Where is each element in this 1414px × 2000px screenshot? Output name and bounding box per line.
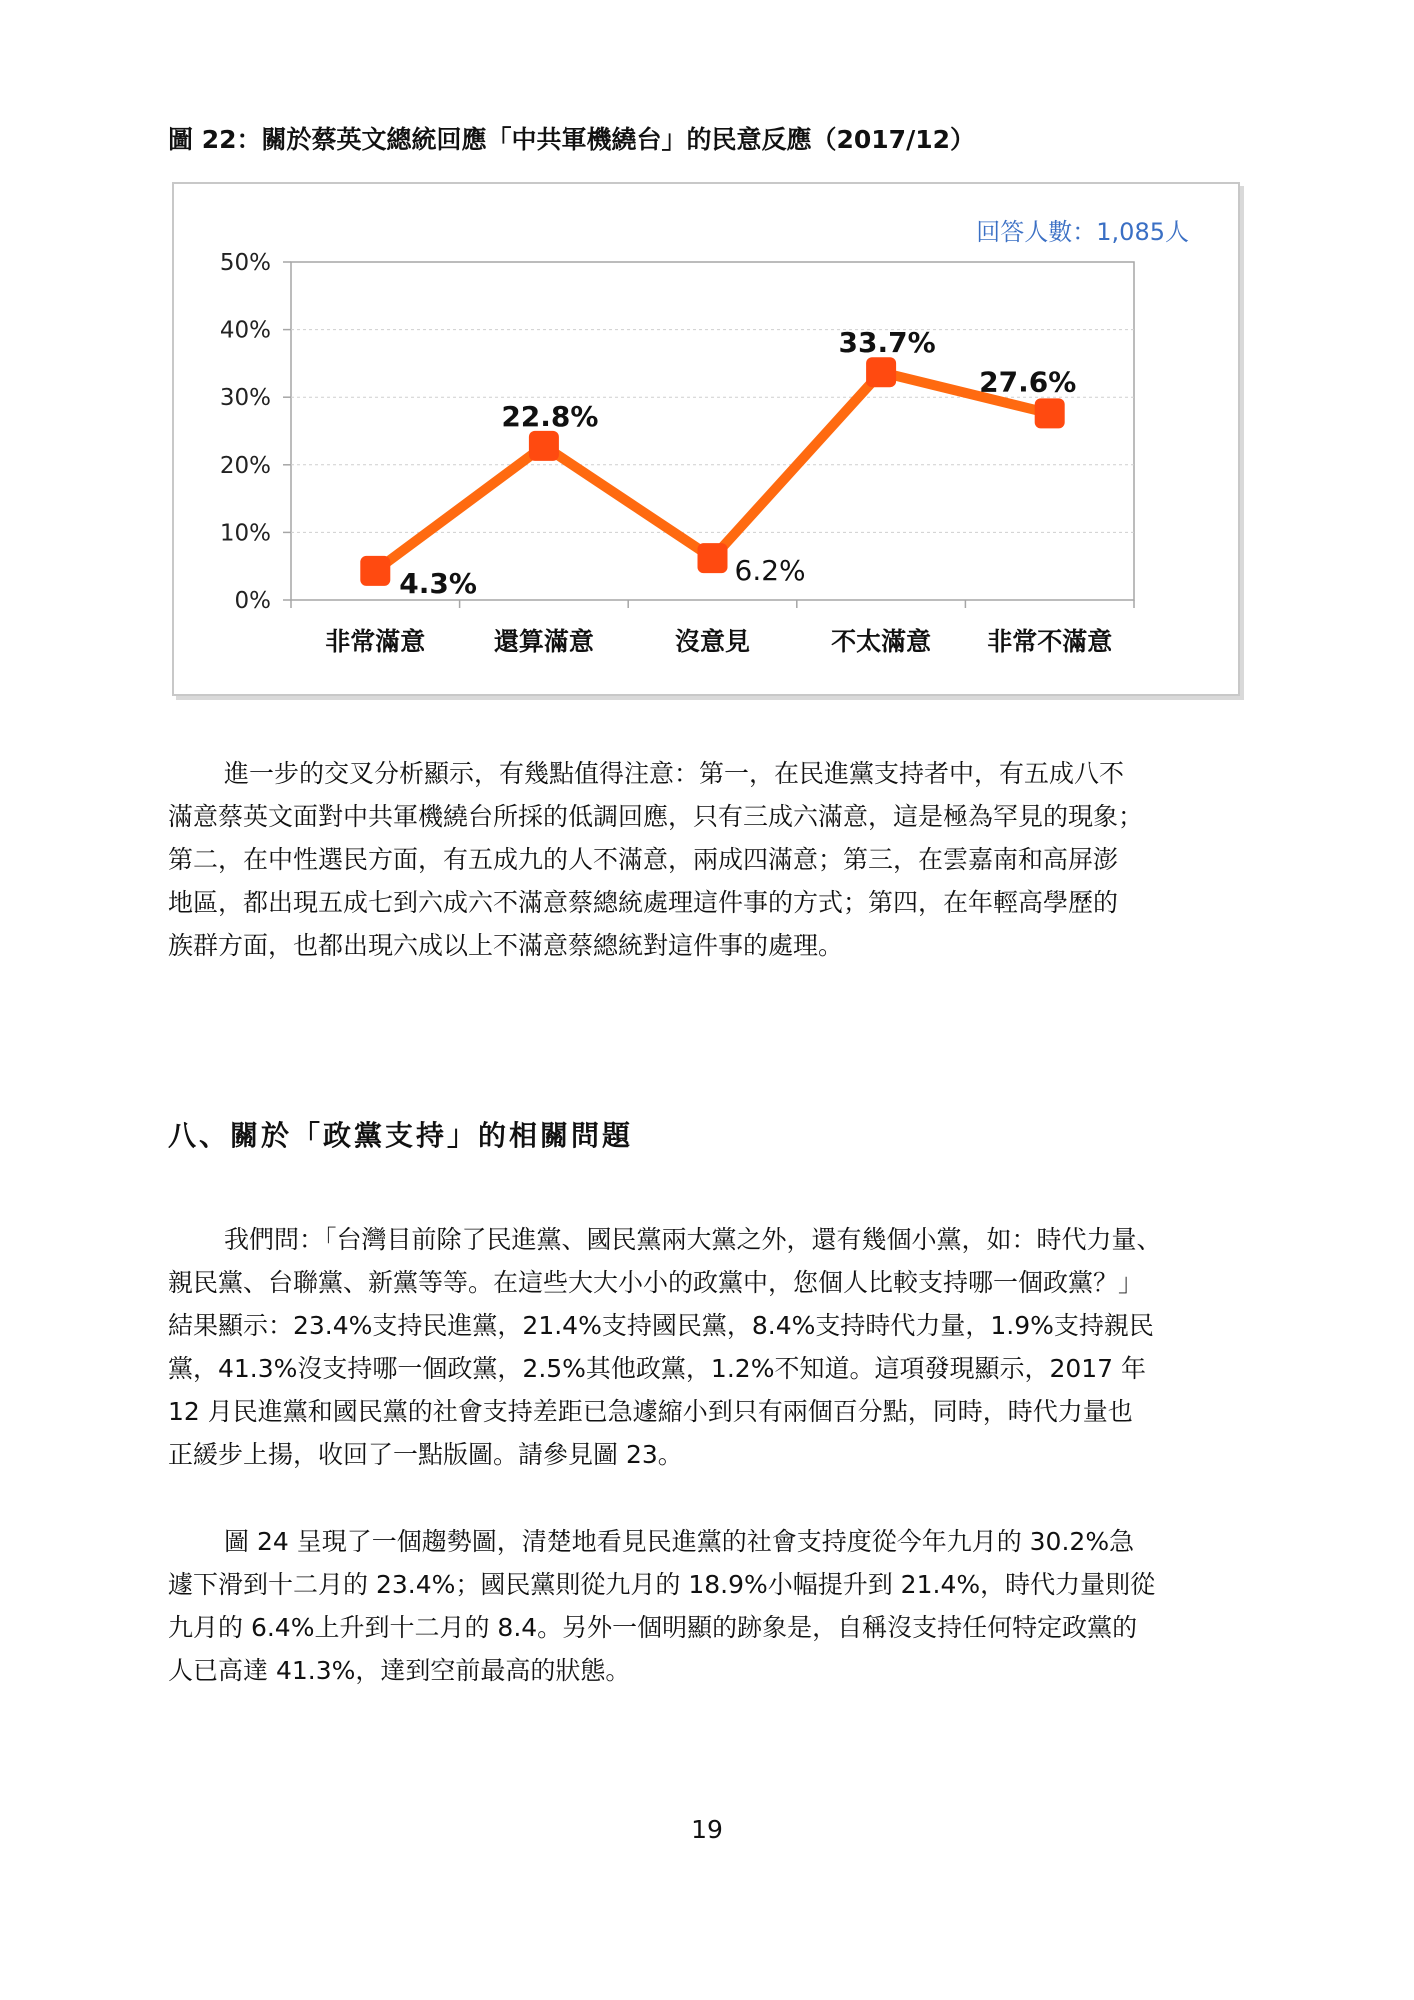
- text-line: 結果顯示：23.4%支持民進黨，21.4%支持國民黨，8.4%支持時代力量，1.9%支持親民: [168, 1311, 1154, 1340]
- text-line: 進一步的交叉分析顯示，有幾點值得注意：第一，在民進黨支持者中，有五成八不: [224, 759, 1125, 788]
- section-heading: 八、關於「政黨支持」的相關問題: [168, 1119, 634, 1152]
- x-tick-label: 非常不滿意: [987, 627, 1113, 656]
- paragraph-trend: [168, 1520, 1244, 1692]
- y-tick-label: 50%: [219, 250, 271, 276]
- text-line: 我們問：「台灣目前除了民進黨、國民黨兩大黨之外，還有幾個小黨，如：時代力量、: [224, 1225, 1162, 1254]
- y-tick-label: 0%: [234, 588, 271, 614]
- data-label: 33.7%: [838, 326, 936, 360]
- text-line: 圖 24 呈現了一個趨勢圖，清楚地看見民進黨的社會支持度從今年九月的 30.2%急: [224, 1527, 1135, 1556]
- text-line: 族群方面，也都出現六成以上不滿意蔡總統對這件事的處理。: [168, 931, 844, 960]
- line-chart: [174, 184, 1238, 694]
- y-tick-label: 30%: [219, 385, 271, 412]
- text-line: 人已高達 41.3%，達到空前最高的狀態。: [168, 1656, 631, 1685]
- data-point-marker: [360, 556, 390, 586]
- paragraph-cross-analysis: [168, 752, 1244, 967]
- text-line: 12 月民進黨和國民黨的社會支持差距已急遽縮小到只有兩個百分點，同時，時代力量也: [168, 1397, 1133, 1426]
- text-line: 黨，41.3%沒支持哪一個政黨，2.5%其他政黨，1.2%不知道。這項發現顯示，2017 年: [168, 1354, 1147, 1383]
- data-label: 4.3%: [399, 566, 477, 600]
- data-label: 6.2%: [734, 554, 806, 588]
- y-tick-label: 40%: [219, 317, 271, 344]
- data-point-marker: [529, 431, 559, 461]
- series-line: [375, 372, 1049, 571]
- x-tick-label: 還算滿意: [493, 627, 594, 656]
- text-line: 地區，都出現五成七到六成六不滿意蔡總統處理這件事的方式；第四，在年輕高學歷的: [168, 888, 1119, 917]
- data-point-marker: [866, 357, 896, 387]
- text-line: 正緩步上揚，收回了一點版圖。請參見圖 23。: [168, 1440, 683, 1469]
- y-tick-label: 20%: [219, 452, 271, 479]
- data-label: 22.8%: [501, 399, 599, 433]
- x-tick-label: 非常滿意: [325, 627, 426, 656]
- x-tick-label: 不太滿意: [831, 627, 932, 656]
- text-line: 第二，在中性選民方面，有五成九的人不滿意，兩成四滿意；第三，在雲嘉南和高屏澎: [168, 845, 1119, 874]
- data-label: 27.6%: [979, 365, 1077, 399]
- chart-frame: [172, 182, 1240, 696]
- text-line: 九月的 6.4%上升到十二月的 8.4。另外一個明顯的跡象是，自稱沒支持任何特定政黨的: [168, 1613, 1138, 1642]
- x-tick-label: 沒意見: [674, 627, 751, 656]
- figure-caption: 圖 22：關於蔡英文總統回應「中共軍機繞台」的民意反應（2017/12）: [168, 125, 975, 154]
- respondents-annotation: 回答人數：1,085人: [976, 218, 1189, 246]
- paragraph-party-support: [168, 1218, 1244, 1476]
- data-point-marker: [698, 543, 728, 573]
- y-tick-label: 10%: [219, 520, 271, 547]
- data-point-marker: [1035, 398, 1065, 428]
- page-number: 19: [691, 1815, 723, 1844]
- text-line: 遽下滑到十二月的 23.4%；國民黨則從九月的 18.9%小幅提升到 21.4%，時代力量則從: [168, 1570, 1156, 1599]
- text-line: 親民黨、台聯黨、新黨等等。在這些大大小小的政黨中，您個人比較支持哪一個政黨？」: [168, 1268, 1144, 1297]
- text-line: 滿意蔡英文面對中共軍機繞台所採的低調回應，只有三成六滿意，這是極為罕見的現象；: [168, 802, 1144, 831]
